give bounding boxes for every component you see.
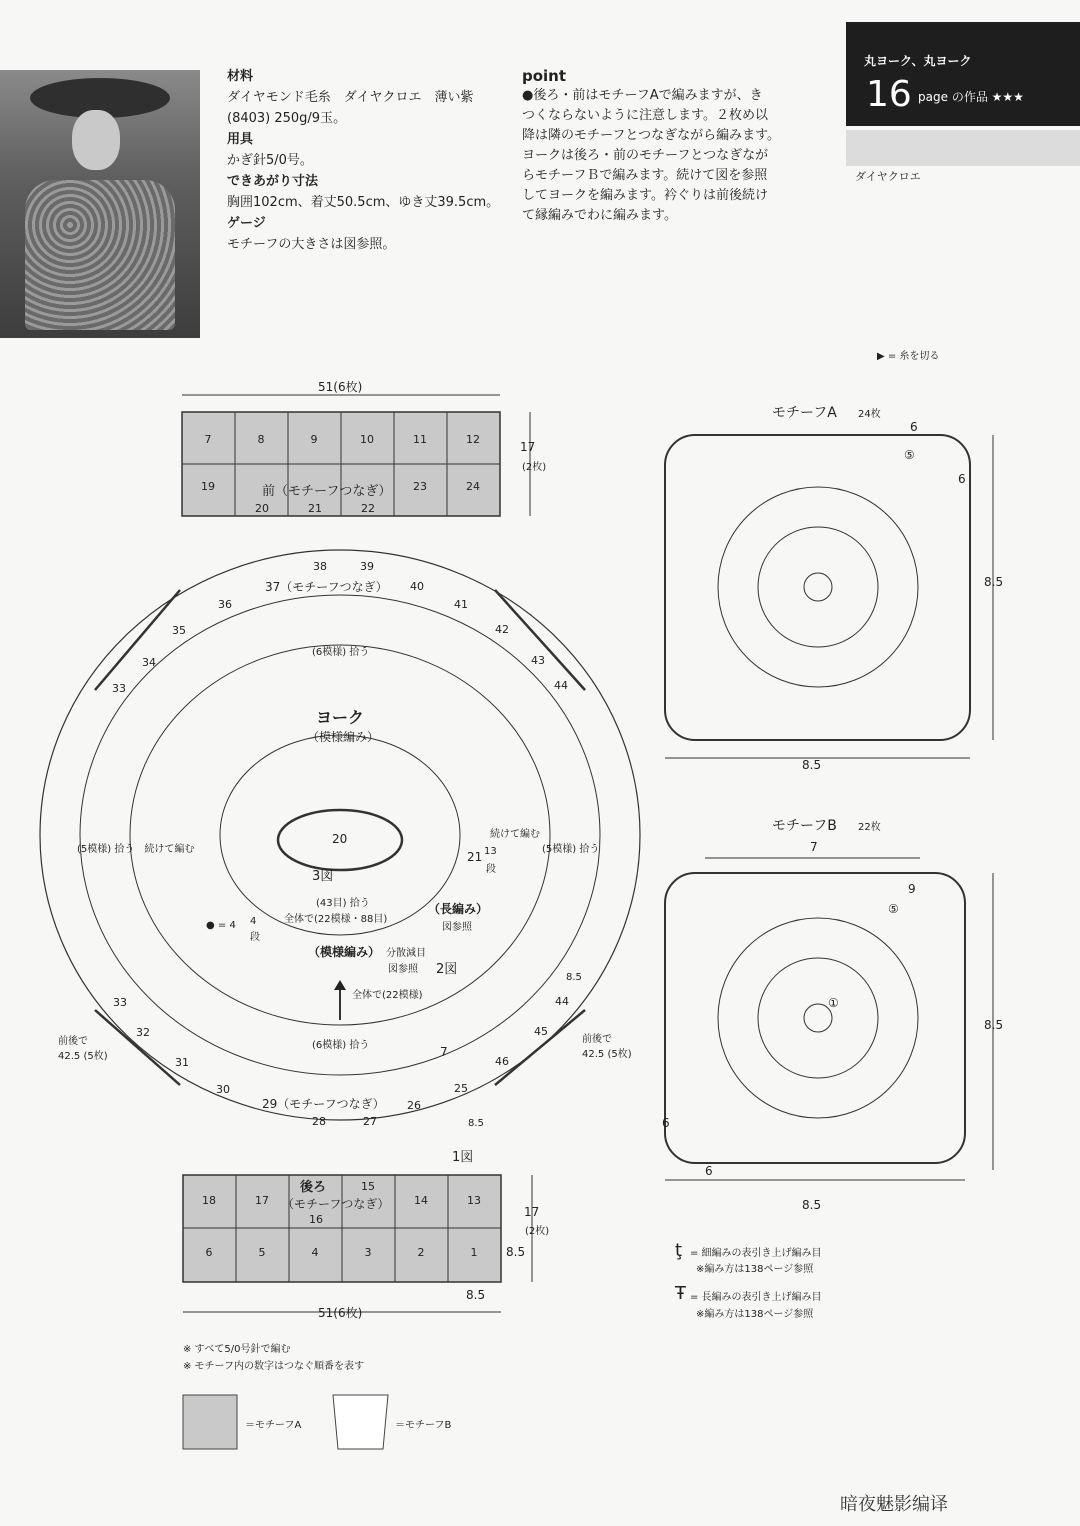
front-cell: 24 bbox=[466, 480, 480, 493]
yoke-bottom-number: 30 bbox=[216, 1083, 230, 1096]
back-cell: 13 bbox=[467, 1194, 481, 1207]
motif-a-chart bbox=[665, 435, 993, 758]
fig-2: 2図 bbox=[436, 962, 458, 977]
neck-20: 20 bbox=[332, 832, 348, 846]
motif-a-count: 24枚 bbox=[858, 409, 881, 420]
neck-13: 13 bbox=[484, 846, 497, 857]
yoke-top-number: 34 bbox=[142, 656, 156, 669]
symbol-2-ref: ※編み方は138ページ参照 bbox=[696, 1309, 814, 1320]
size-text: 胸囲102cm、着丈50.5cm、ゆき丈39.5cm。 bbox=[227, 195, 500, 210]
long-stitch: （長編み） bbox=[428, 902, 489, 916]
front-cell: 20 bbox=[255, 502, 269, 515]
size-heading: できあがり寸法 bbox=[227, 174, 319, 189]
back-height-label: 17 bbox=[524, 1205, 540, 1219]
note-1: ※ すべて5/0号針で編む bbox=[183, 1344, 291, 1355]
yoke-bottom-number: 46 bbox=[495, 1055, 509, 1068]
back-width-label: 51(6枚) bbox=[318, 1306, 363, 1320]
neck-21: 21 bbox=[467, 850, 483, 864]
yoke-subtitle: （模様編み） bbox=[307, 730, 380, 744]
dec-label: 分散減目 bbox=[386, 948, 426, 959]
yoke-top-number: 43 bbox=[531, 654, 545, 667]
point-line: してヨークを編みます。衿ぐりは前後続け bbox=[522, 188, 768, 203]
front-cell: 8 bbox=[257, 433, 265, 446]
dot-4: 4 bbox=[250, 916, 257, 927]
symbol-1-ref: ※編み方は138ページ参照 bbox=[696, 1264, 814, 1275]
yoke-bottom-number: 45 bbox=[534, 1025, 548, 1038]
front-cell: 23 bbox=[413, 480, 427, 493]
front-cell: 11 bbox=[413, 433, 427, 446]
yoke-top-number: 38 bbox=[313, 560, 327, 573]
back-cell: 2 bbox=[417, 1246, 425, 1259]
symbol-2: = 長編みの表引き上げ編み目 bbox=[690, 1292, 822, 1303]
motif-b-6b: 6 bbox=[705, 1164, 713, 1178]
front-cell: 7 bbox=[204, 433, 212, 446]
point-line: ヨークは後ろ・前のモチーフとつなぎなが bbox=[522, 148, 769, 163]
neck-13b: 段 bbox=[486, 864, 496, 875]
legend-box-a bbox=[183, 1395, 237, 1449]
yoke-top-number: 35 bbox=[172, 624, 186, 637]
seven-label: 7 bbox=[440, 1045, 448, 1059]
symbol-sc-icon: ţ bbox=[675, 1240, 683, 1261]
yoke-top-number: 40 bbox=[410, 580, 424, 593]
motif-a-width: 8.5 bbox=[802, 758, 822, 772]
back-cell: 4 bbox=[311, 1246, 319, 1259]
motif-b-1: ① bbox=[828, 996, 839, 1010]
front-height-label: 17 bbox=[520, 440, 536, 454]
left-dim2: 42.5 (5枚) bbox=[58, 1051, 108, 1062]
gauge-text: モチーフの大きさは図参照。 bbox=[227, 237, 396, 252]
left-dim: 前後で bbox=[58, 1036, 88, 1047]
front-cell: 12 bbox=[466, 433, 480, 446]
yoke-bottom-number: 31 bbox=[175, 1056, 189, 1069]
motif-b-title: モチーフB bbox=[772, 818, 837, 834]
dot-label: ● = 4 bbox=[206, 920, 236, 931]
badge-title: 丸ヨーク、丸ヨーク bbox=[864, 54, 972, 68]
yoke-top-number: 44 bbox=[554, 679, 568, 692]
yarn-line1: ダイヤモンド毛糸 ダイヤクロエ 薄い紫 bbox=[227, 90, 474, 105]
page-word: page bbox=[918, 90, 948, 104]
motif-b-width: 8.5 bbox=[802, 1198, 822, 1212]
yoke-top-number: 42 bbox=[495, 623, 509, 636]
back-cell: 5 bbox=[258, 1246, 266, 1259]
yoke-top-number: 41 bbox=[454, 598, 468, 611]
back-cell: 17 bbox=[255, 1194, 269, 1207]
yoke-right-note2: (5模様) 拾う bbox=[542, 844, 600, 855]
fig-1: 1図 bbox=[452, 1150, 474, 1165]
direction-arrow bbox=[334, 980, 346, 990]
motif-b-height: 8.5 bbox=[984, 1018, 1004, 1032]
tools-text: かぎ針5/0号。 bbox=[227, 153, 313, 168]
motif-b-top-width: 7 bbox=[810, 840, 818, 854]
front-cell: 19 bbox=[201, 480, 215, 493]
fig-3: 3図 bbox=[312, 869, 334, 884]
point-line: て縁編みでわに編みます。 bbox=[522, 208, 677, 223]
dec-ref: 図参照 bbox=[388, 964, 418, 975]
back-title-2: （モチーフつなぎ） bbox=[282, 1197, 390, 1211]
pattern-stitch: （模様編み） bbox=[308, 945, 381, 959]
yoke-bottom-number: 28 bbox=[312, 1115, 326, 1128]
point-line: らモチーフＢで編みます。続けて図を参照 bbox=[522, 168, 768, 183]
back-dim-bottom: 8.5 bbox=[466, 1288, 486, 1302]
back-title-1: 後ろ bbox=[300, 1180, 327, 1195]
symbol-1: = 細編みの表引き上げ編み目 bbox=[690, 1248, 822, 1259]
yoke-bottom-number: 25 bbox=[454, 1082, 468, 1095]
yoke-bottom-ring-title: 29（モチーフつなぎ） bbox=[262, 1097, 385, 1111]
yoke-top-number: 39 bbox=[360, 560, 374, 573]
motif-b-9: 9 bbox=[908, 882, 916, 896]
long-ref: 図参照 bbox=[442, 922, 472, 933]
back-cell: 14 bbox=[414, 1194, 428, 1207]
symbol-dc-icon: Ŧ bbox=[675, 1283, 686, 1304]
badge-page-number: 16 bbox=[866, 74, 912, 115]
back-cell: 6 bbox=[205, 1246, 213, 1259]
back-cell: 18 bbox=[202, 1194, 216, 1207]
legend-a-label: ＝モチーフA bbox=[245, 1420, 302, 1431]
yoke-right-note1: 続けて編む bbox=[490, 829, 540, 840]
dim-85a: 8.5 bbox=[566, 972, 582, 983]
front-title: 前（モチーフつなぎ） bbox=[262, 484, 392, 499]
legend-b-label: ＝モチーフB bbox=[395, 1420, 452, 1431]
motif-b-6a: 6 bbox=[662, 1116, 670, 1130]
pick-43: (43目) 拾う bbox=[316, 898, 370, 909]
yoke-bottom-number: 33 bbox=[113, 996, 127, 1009]
motif-a-6b: 6 bbox=[958, 472, 966, 486]
front-height-sub: (2枚) bbox=[522, 462, 547, 473]
yarn-line2: (8403) 250g/9玉。 bbox=[227, 111, 347, 126]
total-rows: 全体で(22模様・88目) bbox=[284, 914, 388, 925]
front-cell: 22 bbox=[361, 502, 375, 515]
back-height-sub: (2枚) bbox=[525, 1226, 550, 1237]
motif-a-5: ⑤ bbox=[904, 448, 915, 462]
page-suffix: の作品 ★★★ bbox=[951, 90, 1024, 104]
yoke-title: ヨーク bbox=[316, 708, 365, 727]
front-cell: 10 bbox=[360, 433, 374, 446]
gauge-heading: ゲージ bbox=[227, 216, 266, 231]
back-cell: 15 bbox=[361, 1180, 375, 1193]
legend-box-b bbox=[333, 1395, 388, 1449]
back-cell: 16 bbox=[309, 1213, 323, 1226]
front-cell: 21 bbox=[308, 502, 322, 515]
yoke-bottom-number: 32 bbox=[136, 1026, 150, 1039]
right-dim2: 42.5 (5枚) bbox=[582, 1049, 632, 1060]
motif-b-count: 22枚 bbox=[858, 822, 881, 833]
motif-a-6a: 6 bbox=[910, 420, 918, 434]
yoke-bottom-number: 44 bbox=[555, 995, 569, 1008]
yoke-top-number: 36 bbox=[218, 598, 232, 611]
motif-a-height: 8.5 bbox=[984, 575, 1004, 589]
materials-heading: 材料 bbox=[227, 69, 254, 84]
front-width-label: 51(6枚) bbox=[318, 380, 363, 394]
dot-4b: 段 bbox=[250, 932, 260, 943]
yoke-top-number: 33 bbox=[112, 682, 126, 695]
point-line: 降は隣のモチーフとつなぎながら編みます。 bbox=[522, 128, 781, 143]
note-2: ※ モチーフ内の数字はつなぐ順番を表す bbox=[183, 1361, 365, 1372]
front-cell: 9 bbox=[310, 433, 318, 446]
back-cell: 1 bbox=[470, 1246, 478, 1259]
yoke-bottom-number: 27 bbox=[363, 1115, 377, 1128]
back-dim-right: 8.5 bbox=[506, 1245, 526, 1259]
point-line: つくならないように注意します。２枚め以 bbox=[522, 108, 768, 123]
watermark-text: 暗夜魅影编译 bbox=[840, 1494, 948, 1515]
motif-b-5: ⑤ bbox=[888, 902, 899, 916]
dim-85b: 8.5 bbox=[468, 1118, 484, 1129]
swatch-label: ダイヤクロエ bbox=[855, 170, 921, 183]
yoke-top-ring-title: 37（モチーフつなぎ） bbox=[265, 580, 388, 594]
motif-a-title: モチーフA bbox=[772, 405, 837, 421]
right-dim: 前後で bbox=[582, 1034, 612, 1045]
total-22: 全体で(22模様) bbox=[352, 990, 423, 1001]
pick-top: (6模様) 拾う bbox=[312, 647, 370, 658]
yoke-left-note: (5模様) 拾う 続けて編む bbox=[77, 844, 195, 855]
tools-heading: 用具 bbox=[227, 132, 254, 147]
point-heading: point bbox=[522, 67, 567, 85]
point-line: ●後ろ・前はモチーフAで編みますが、き bbox=[522, 88, 763, 103]
yoke-bottom-number: 26 bbox=[407, 1099, 421, 1112]
back-cell: 3 bbox=[364, 1246, 372, 1259]
motif-b-chart bbox=[665, 858, 993, 1180]
pick-bottom: (6模様) 拾う bbox=[312, 1040, 370, 1051]
cut-legend: ▶ = 糸を切る bbox=[877, 351, 940, 362]
